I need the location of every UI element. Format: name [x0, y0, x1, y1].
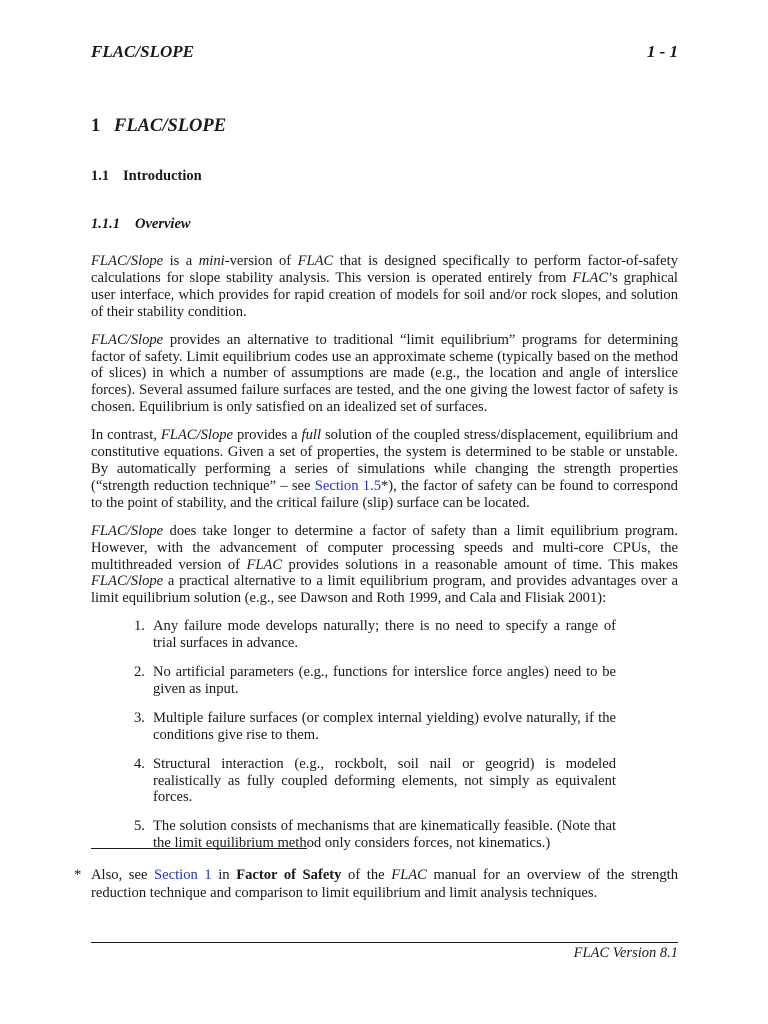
- paragraph-3: In contrast, FLAC/Slope provides a full solution of the coupled stress/displacement, equilibrium and constitutive equations. Given a set of properties, the system is determined to be stable or unstable. By automatically performing a series of simulations while changing the strength properties (“strength reduction technique” – see Section 1.5*), the factor of safety can be found to correspond to the point of stability, and the critical failure (slip) surface can be located.: [91, 427, 678, 511]
- list-item: 1. Any failure mode develops naturally; there is no need to specify a range of trial surfaces in advance.: [134, 618, 616, 652]
- footnote-divider: [91, 848, 307, 849]
- chapter-number: 1: [91, 116, 101, 136]
- section-number: 1.1: [91, 168, 110, 184]
- footer-version: FLAC Version 8.1: [573, 945, 678, 961]
- chapter-title: FLAC/SLOPE: [114, 116, 227, 136]
- paragraph-4: FLAC/Slope does take longer to determine a factor of safety than a limit equilibrium program. However, with the advancement of computer processing speeds and multi-core CPUs, the multithreaded version of FLAC provides solutions in a reasonable amount of time. This makes FLAC/Slope a practical alternative to a limit equilibrium program, and provides advantages over a limit equilibrium solution (e.g., see Dawson and Roth 1999, and Cala and Flisiak 2001):: [91, 522, 678, 607]
- section-title: Introduction: [123, 168, 202, 184]
- subsection-heading: [91, 216, 191, 233]
- footnote-marker: *: [74, 867, 82, 883]
- header-title: FLAC/SLOPE: [91, 42, 194, 61]
- list-item: 2. No artificial parameters (e.g., functions for interslice force angles) need to be given as input.: [134, 664, 616, 697]
- footnote: * Also, see Section 1 in Factor of Safety of the FLAC manual for an overview of the strength reduction technique and comparison to limit equilibrium and limit analysis techniques.: [74, 867, 678, 901]
- section-1-link[interactable]: Section 1: [154, 867, 212, 883]
- chapter-heading: [91, 116, 226, 137]
- subsection-title: Overview: [135, 216, 191, 232]
- header-page-number: 1 - 1: [646, 42, 678, 61]
- paragraph-1: FLAC/Slope is a mini-version of FLAC that is designed specifically to perform factor-of-safety calculations for slope stability analysis. This version is operated entirely from FLAC’s graphical user interface, which provides for rapid creation of models for soil and/or rock slopes, and solution of their stability condition.: [91, 253, 678, 320]
- subsection-number: 1.1.1: [91, 216, 120, 232]
- list-item: 3. Multiple failure surfaces (or complex internal yielding) evolve naturally, if the conditions give rise to them.: [134, 709, 616, 743]
- paragraph-2: FLAC/Slope provides an alternative to traditional “limit equilibrium” programs for determining factor of safety. Limit equilibrium codes use an approximate scheme (typically based on the method of slices) in which a number of assumptions are made (e.g., the location and angle of interslice forces). Several assumed failure surfaces are tested, and the one giving the lowest factor of safety is chosen. Equilibrium is only satisfied on an idealized set of surfaces.: [91, 331, 678, 416]
- list-item: 5. The solution consists of mechanisms that are kinematically feasible. (Note that the limit equilibrium method only considers forces, not kinematics.): [134, 818, 616, 852]
- footer-divider: [91, 942, 678, 943]
- section-1-5-link[interactable]: Section 1.5: [314, 477, 381, 494]
- list-item: 4. Structural interaction (e.g., rockbolt, soil nail or geogrid) is modeled realistically as fully coupled deforming elements, not simply as equivalent forces.: [134, 755, 616, 806]
- running-header: [91, 42, 678, 64]
- advantages-list: [91, 618, 616, 852]
- body-text: [91, 253, 678, 864]
- section-heading: [91, 168, 202, 185]
